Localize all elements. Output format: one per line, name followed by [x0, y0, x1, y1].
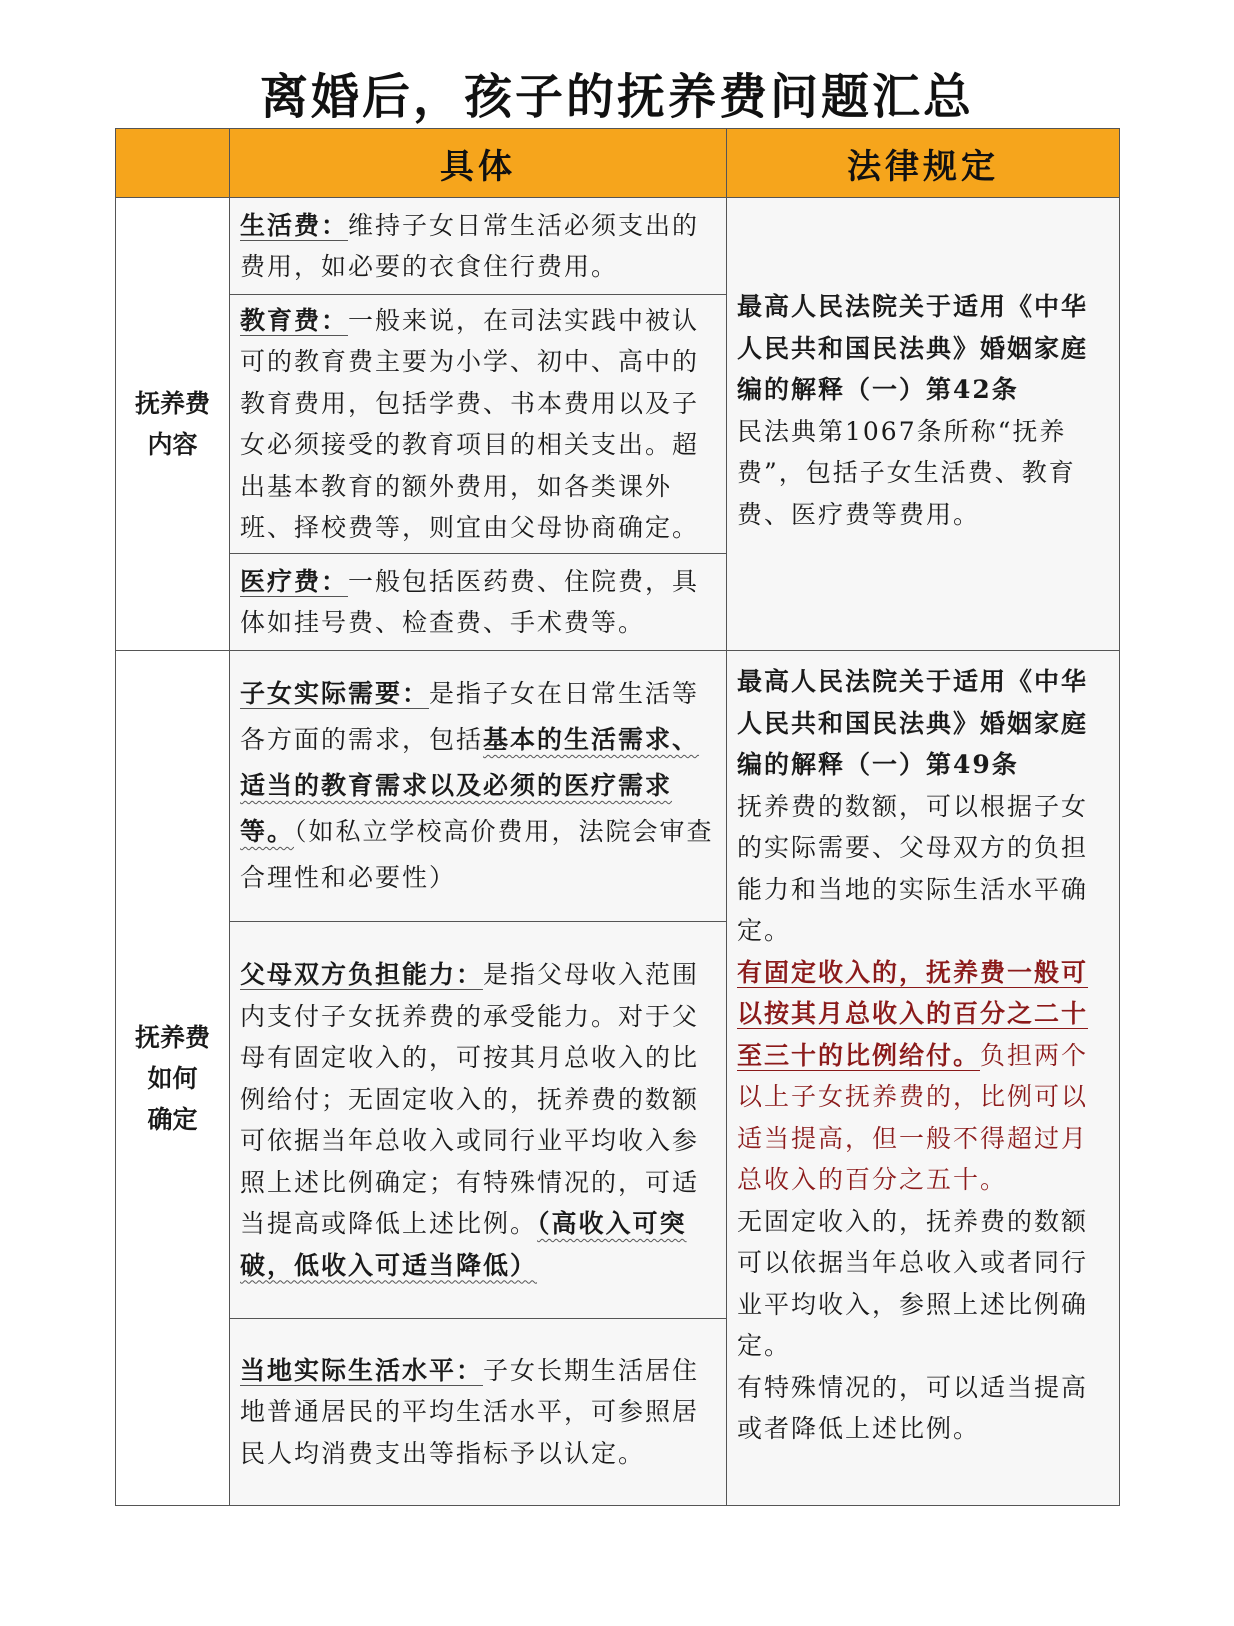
header-blank — [116, 129, 230, 198]
law-49-no-fixed-income: 无固定收入的，抚养费的数额可以依据当年总收入或者同行业平均收入，参照上述比例确定。 — [737, 1206, 1089, 1360]
cell-law-49 — [727, 651, 1120, 1506]
table-header-row — [116, 129, 1120, 198]
row-label-content: 抚养费 内容 — [116, 198, 230, 651]
row-label-determine: 抚养费 如何 确定 — [116, 651, 230, 1506]
law-49-text: 抚养费的数额，可以根据子女的实际需要、父母双方的负担能力和当地的实际生活水平确定。 — [737, 791, 1089, 945]
term-education-cost: 教育费： — [240, 305, 349, 335]
law-49-title: 最高人民法院关于适用《中华人民共和国民法典》婚姻家庭编的解释（一）第49条 — [737, 667, 1089, 779]
law-42-text: 民法典第1067条所称“抚养费”，包括子女生活费、教育费、医疗费等费用。 — [737, 416, 1076, 529]
cell-living-cost: 生活费：维持子女日常生活必须支出的费用，如必要的衣食住行费用。 — [230, 198, 727, 295]
header-law: 法律规定 — [727, 129, 1120, 198]
cell-local-living: 当地实际生活水平：子女长期生活居住地普通居民的平均生活水平，可参照居民人均消费支出等指标予以认定。 — [230, 1319, 727, 1506]
page-title: 离婚后，孩子的抚养费问题汇总 — [259, 69, 974, 125]
needs-highlight: 基本的生活需求、适当的教育需求以及必须的医疗需求等。 — [240, 725, 700, 846]
term-living-cost: 生活费： — [240, 210, 349, 240]
law-42-title: 最高人民法院关于适用《中华人民共和国民法典》婚姻家庭编的解释（一）第42条 — [737, 292, 1089, 404]
summary-table — [115, 128, 1120, 1506]
cell-education-cost: 教育费：一般来说，在司法实践中被认可的教育费主要为小学、初中、高中的教育费用，包括学费、书本费用以及子女必须接受的教育项目的相关支出。超出基本教育的额外费用，如各类课外班、择校费等，则宜由父母协商确定。 — [230, 295, 727, 554]
term-local-living: 当地实际生活水平： — [240, 1355, 484, 1385]
cell-medical-cost: 医疗费：一般包括医药费、住院费，具体如挂号费、检查费、手术费等。 — [230, 554, 727, 651]
cell-parent-ability: 父母双方负担能力：是指父母收入范围内支付子女抚养费的承受能力。对于父母有固定收入的，可按其月总收入的比例给付；无固定收入的，抚养费的数额可依据当年总收入或同行业平均收入参照上述比例确定；有特殊情况的，可适当提高或降低上述比例。（高收入可突破，低收入可适当降低） — [230, 922, 727, 1319]
law-49-fixed-income: 有固定收入的，抚养费一般可以按其月总收入的百分之二十至三十的比例给付。 — [737, 957, 1089, 1070]
term-child-needs: 子女实际需要： — [240, 679, 430, 708]
header-detail: 具体 — [230, 129, 727, 198]
law-49-special-case: 有特殊情况的，可以适当提高或者降低上述比例。 — [737, 1372, 1089, 1443]
cell-child-needs: 子女实际需要：是指子女在日常生活等各方面的需求，包括基本的生活需求、适当的教育需求以及必须的医疗需求等。（如私立学校高价费用，法院会审查合理性和必要性） — [230, 651, 727, 922]
term-medical-cost: 医疗费： — [240, 566, 349, 596]
table-row — [116, 651, 1120, 922]
ability-highlight: （高收入可突破，低收入可适当降低） — [240, 1209, 687, 1280]
cell-law-42 — [727, 198, 1120, 651]
table-row — [116, 198, 1120, 295]
term-parent-ability: 父母双方负担能力： — [240, 960, 484, 989]
law-49-multiple-children: 负担两个以上子女抚养费的，比例可以适当提高，但一般不得超过月总收入的百分之五十。 — [737, 1040, 1089, 1194]
